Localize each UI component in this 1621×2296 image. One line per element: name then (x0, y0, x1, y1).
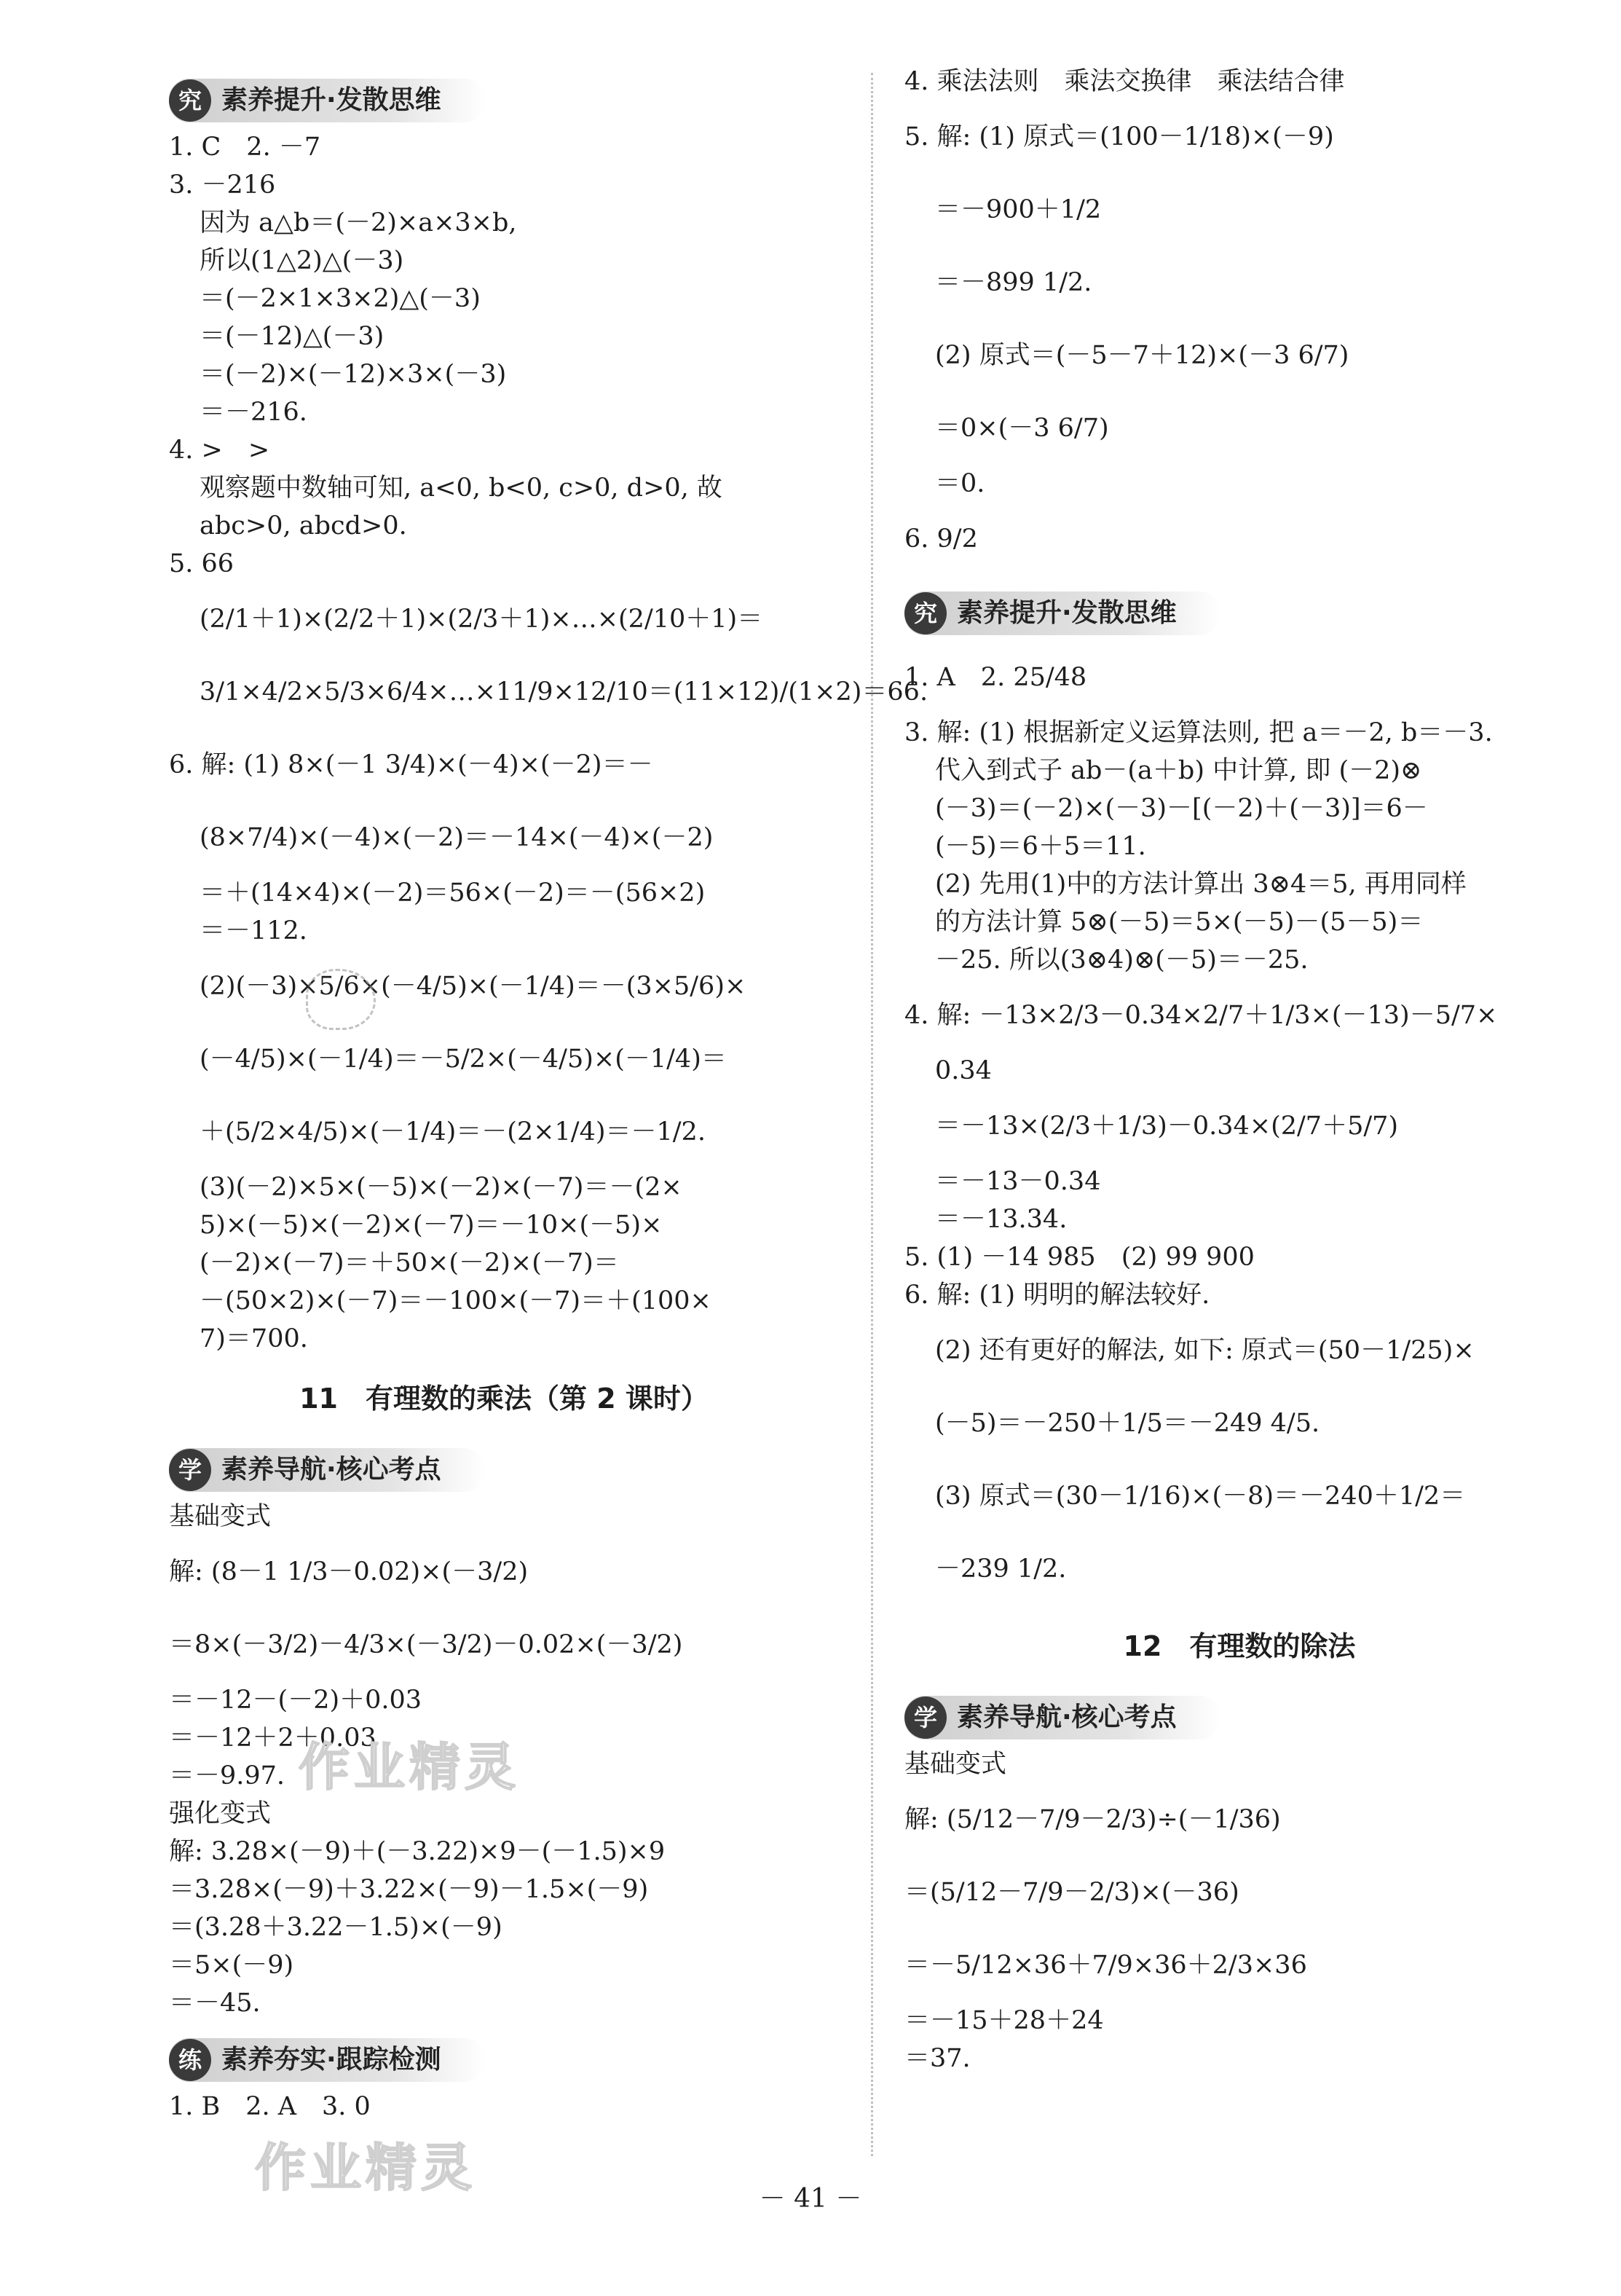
answer-line: －25. 所以(3⊗4)⊗(－5)＝－25. (935, 945, 1309, 975)
answer-line: ＝＋(14×4)×(－2)＝56×(－2)＝－(56×2) (200, 878, 706, 908)
answer-line: ＝(－12)△(－3) (200, 322, 384, 351)
answer-line: 基础变式 (904, 1750, 1007, 1779)
answer-line: 3. 解: (1) 根据新定义运算法则, 把 a＝－2, b＝－3. (904, 718, 1493, 747)
answer-line: ＝3.28×(－9)＋3.22×(－9)－1.5×(－9) (169, 1875, 649, 1904)
banner-title: 素养导航·核心考点 (957, 1702, 1177, 1732)
badge-icon: 练 (169, 2039, 211, 2081)
banner-left-3 (169, 2038, 485, 2082)
answer-line: ＝0. (935, 469, 985, 498)
section-title: 11 有理数的乘法（第 2 课时） (299, 1383, 709, 1415)
answer-line: －239 1/2. (935, 1554, 1067, 1584)
answer-line: 4. 乘法法则 乘法交换律 乘法结合律 (904, 67, 1345, 96)
stamp-mark (306, 969, 376, 1030)
watermark: 作业精灵 (255, 2138, 476, 2198)
answer-line: 代入到式子 ab－(a＋b) 中计算, 即 (－2)⊗ (935, 756, 1422, 785)
answer-line: (3) 原式＝(30－1/16)×(－8)＝－240＋1/2＝ (935, 1482, 1466, 1511)
page-number: － 41 － (759, 2184, 862, 2214)
answer-line: ＝0×(－3 6/7) (935, 414, 1109, 443)
answer-line: ＝－5/12×36＋7/9×36＋2/3×36 (904, 1951, 1307, 1980)
answer-line: ＝(5/12－7/9－2/3)×(－36) (904, 1878, 1239, 1907)
answer-line: 3. －216 (169, 170, 276, 200)
banner-title: 素养提升·发散思维 (957, 598, 1177, 628)
banner-right-1 (904, 591, 1220, 635)
answer-line: ＋(5/2×4/5)×(－1/4)＝－(2×1/4)＝－1/2. (200, 1117, 706, 1147)
answer-line: ＝(－2)×(－12)×3×(－3) (200, 360, 507, 389)
answer-line: 强化变式 (169, 1799, 272, 1828)
answer-line: ＝(3.28＋3.22－1.5)×(－9) (169, 1913, 502, 1942)
answer-line: (－4/5)×(－1/4)＝－5/2×(－4/5)×(－1/4)＝ (200, 1045, 727, 1074)
answer-line: 3/1×4/2×5/3×6/4×…×11/9×12/10＝(11×12)/(1×2)＝66. (200, 677, 928, 707)
badge-icon: 究 (904, 592, 947, 634)
answer-line: 5. 解: (1) 原式＝(100－1/18)×(－9) (904, 122, 1334, 152)
answer-line: ＝－112. (200, 916, 307, 945)
banner-title: 素养提升·发散思维 (221, 85, 441, 115)
answer-line: ＝37. (904, 2044, 971, 2073)
banner-left-1 (169, 79, 485, 122)
answer-line: (－5)＝－250＋1/5＝－249 4/5. (935, 1409, 1320, 1438)
banner-title: 素养夯实·跟踪检测 (221, 2045, 441, 2075)
answer-line: (2) 先用(1)中的方法计算出 3⊗4＝5, 再用同样 (935, 870, 1467, 899)
answer-line: 6. 解: (1) 明明的解法较好. (904, 1281, 1210, 1310)
section-title: 12 有理数的除法 (1123, 1630, 1356, 1662)
answer-line: (－2)×(－7)＝＋50×(－2)×(－7)＝ (200, 1249, 619, 1278)
badge-icon: 学 (169, 1449, 211, 1491)
answer-line: ＝(－2×1×3×2)△(－3) (200, 284, 481, 313)
left-column (169, 63, 928, 2126)
answer-line: ＝－12－(－2)＋0.03 (169, 1686, 422, 1715)
badge-icon: 学 (904, 1697, 947, 1739)
answer-line: 因为 a△b＝(－2)×a×3×b, (200, 208, 517, 237)
answer-line: (2) 还有更好的解法, 如下: 原式＝(50－1/25)× (935, 1336, 1475, 1365)
answer-line: ＝－899 1/2. (935, 268, 1092, 297)
answer-line: 解: (5/12－7/9－2/3)÷(－1/36) (904, 1805, 1281, 1834)
answer-line: 1. B 2. A 3. 0 (169, 2092, 371, 2121)
answer-line: ＝－13.34. (935, 1205, 1068, 1234)
answer-line: (－3)＝(－2)×(－3)－[(－2)＋(－3)]＝6－ (935, 794, 1428, 823)
answer-line: abc>0, abcd>0. (200, 511, 407, 540)
answer-line: 观察题中数轴可知, a<0, b<0, c>0, d>0, 故 (200, 473, 722, 503)
answer-line: ＝5×(－9) (169, 1951, 294, 1980)
answer-line: －(50×2)×(－7)＝－100×(－7)＝＋(100× (200, 1286, 711, 1316)
badge-icon: 究 (169, 79, 211, 122)
answer-line: (2)(－3)×5/6×(－4/5)×(－1/4)＝－(3×5/6)× (200, 972, 746, 1001)
answer-line: 5. (1) －14 985 (2) 99 900 (904, 1243, 1255, 1272)
watermark: 作业精灵 (299, 1737, 520, 1797)
answer-line: 5. 66 (169, 549, 234, 578)
answer-line: 4. 解: －13×2/3－0.34×2/7＋1/3×(－13)－5/7× (904, 1001, 1498, 1030)
answer-line: 0.34 (935, 1056, 992, 1085)
answer-line: 6. 9/2 (904, 524, 978, 554)
banner-title: 素养导航·核心考点 (221, 1455, 441, 1485)
answer-line: ＝－45. (169, 1989, 261, 2018)
answer-line: (2/1＋1)×(2/2＋1)×(2/3＋1)×…×(2/10＋1)＝ (200, 605, 763, 634)
column-divider (871, 73, 873, 2156)
answer-line: ＝－15＋28＋24 (904, 2006, 1104, 2035)
answer-line: 1. A 2. 25/48 (904, 663, 1087, 692)
answer-line: (3)(－2)×5×(－5)×(－2)×(－7)＝－(2× (200, 1173, 682, 1202)
answer-line: ＝－216. (200, 398, 307, 427)
answer-line: ＝－900＋1/2 (935, 195, 1102, 224)
answer-line: ＝－12＋2＋0.03 (169, 1723, 376, 1753)
answer-line: (8×7/4)×(－4)×(－2)＝－14×(－4)×(－2) (200, 823, 714, 852)
answer-line: (2) 原式＝(－5－7＋12)×(－3 6/7) (935, 341, 1349, 370)
answer-line: 解: (8－1 1/3－0.02)×(－3/2) (169, 1557, 529, 1587)
answer-line: (－5)＝6＋5＝11. (935, 832, 1146, 861)
answer-line: ＝8×(－3/2)－4/3×(－3/2)－0.02×(－3/2) (169, 1630, 683, 1659)
answer-line: 4. > > (169, 436, 270, 465)
banner-right-2 (904, 1696, 1220, 1739)
answer-line: 1. C 2. －7 (169, 133, 321, 162)
answer-line: ＝－13－0.34 (935, 1167, 1101, 1196)
answer-line: 的方法计算 5⊗(－5)＝5×(－5)－(5－5)＝ (935, 908, 1424, 937)
answer-line: 6. 解: (1) 8×(－1 3/4)×(－4)×(－2)＝－ (169, 750, 653, 779)
answer-line: 5)×(－5)×(－2)×(－7)＝－10×(－5)× (200, 1211, 663, 1240)
right-column (904, 63, 1574, 2077)
banner-left-2 (169, 1448, 485, 1492)
answer-line: 所以(1△2)△(－3) (200, 246, 404, 275)
answer-line: ＝－13×(2/3＋1/3)－0.34×(2/7＋5/7) (935, 1112, 1399, 1141)
answer-line: ＝－9.97. (169, 1761, 285, 1790)
answer-line: 基础变式 (169, 1502, 272, 1531)
answer-line: 解: 3.28×(－9)＋(－3.22)×9－(－1.5)×9 (169, 1837, 666, 1866)
answer-line: 7)＝700. (200, 1324, 308, 1353)
